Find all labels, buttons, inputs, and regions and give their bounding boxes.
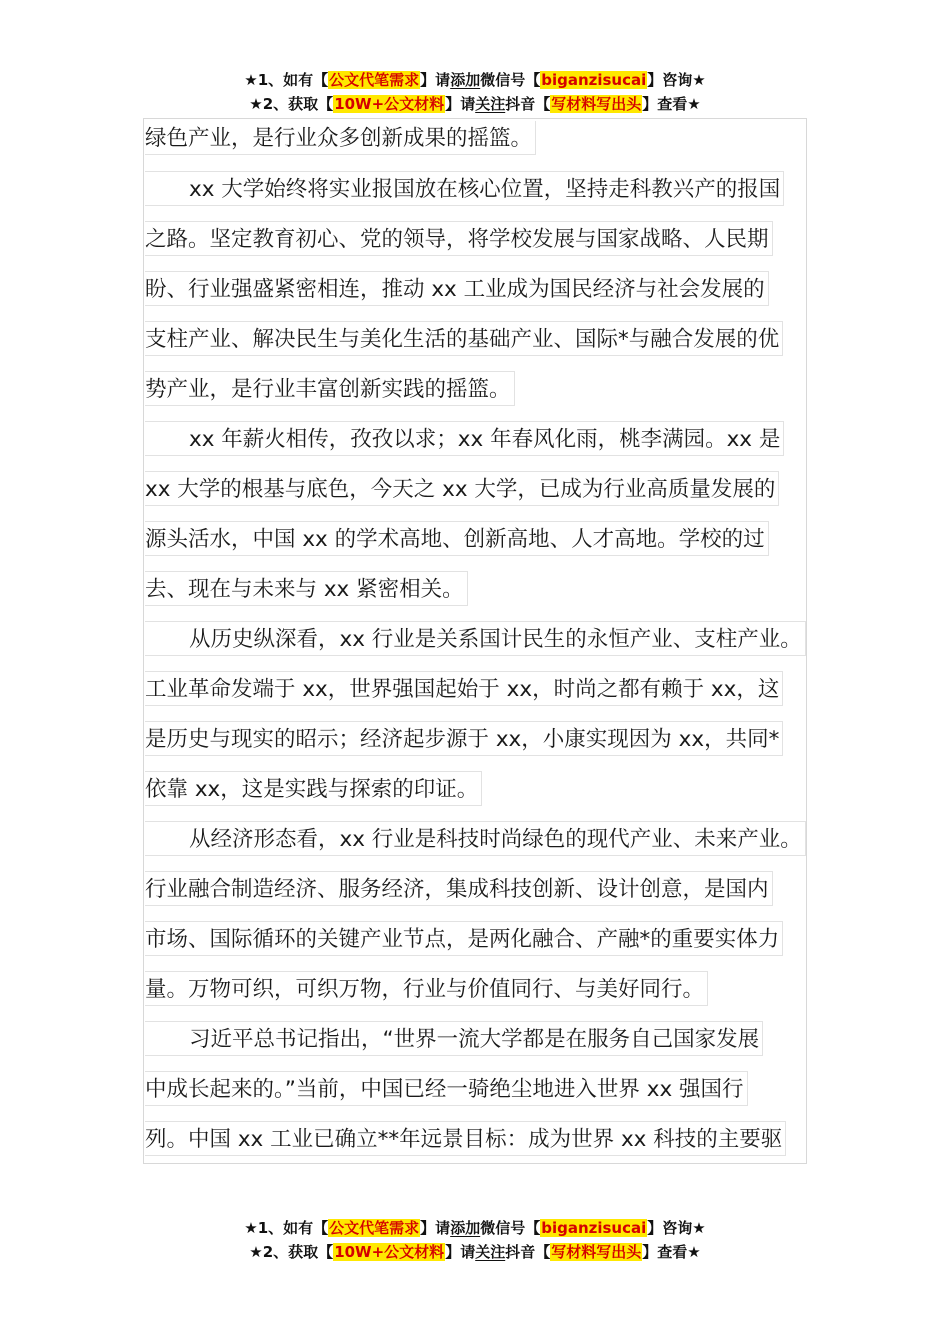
line-text: xx 年薪火相传，孜孜以求；xx 年春风化雨，桃李满园。xx 是	[145, 421, 784, 456]
text-line	[145, 671, 825, 721]
banner-text: 】咨询★	[647, 1219, 706, 1237]
highlight-douyin-id: 写材料写出头	[551, 95, 642, 113]
banner-line-1	[0, 1216, 950, 1240]
banner-text: ★2、获取【	[249, 95, 334, 113]
banner-text: 】查看★	[642, 1243, 701, 1261]
text-line	[145, 371, 825, 421]
banner-text: ★1、如有【	[244, 71, 329, 89]
line-text: 依靠 xx，这是实践与探索的印证。	[145, 771, 482, 806]
line-text: 是历史与现实的昭示；经济起步源于 xx，小康实现因为 xx，共同*	[145, 721, 783, 756]
line-text: xx 大学始终将实业报国放在核心位置，坚持走科教兴产的报国	[145, 171, 784, 206]
text-line	[145, 871, 825, 921]
line-text: 从经济形态看，xx 行业是科技时尚绿色的现代产业、未来产业。	[145, 821, 806, 856]
line-text: 列。中国 xx 工业已确立**年远景目标：成为世界 xx 科技的主要驱	[145, 1121, 786, 1156]
header-banner	[0, 68, 950, 116]
banner-text: ★2、获取【	[249, 1243, 334, 1261]
document-body	[145, 121, 825, 1171]
line-text: 中成长起来的。”当前，中国已经一骑绝尘地进入世界 xx 强国行	[145, 1071, 748, 1106]
highlight-service: 公文代笔需求	[329, 71, 420, 89]
line-text: 盼、行业强盛紧密相连，推动 xx 工业成为国民经济与社会发展的	[145, 271, 769, 306]
banner-underline: 关注	[475, 1243, 506, 1261]
text-line	[145, 521, 825, 571]
banner-underline: 添加	[450, 1219, 481, 1237]
banner-text: 抖音【	[505, 95, 551, 113]
text-line	[145, 771, 825, 821]
text-line	[145, 721, 825, 771]
line-text: 量。万物可织，可织万物，行业与价值同行、与美好同行。	[145, 971, 708, 1006]
text-line	[145, 321, 825, 371]
line-text: 支柱产业、解决民生与美化生活的基础产业、国际*与融合发展的优	[145, 321, 783, 356]
highlight-materials: 10W+公文材料	[334, 95, 445, 113]
text-line	[145, 821, 825, 871]
banner-text: ★1、如有【	[244, 1219, 329, 1237]
banner-text: 】查看★	[642, 95, 701, 113]
text-line	[145, 1071, 825, 1121]
text-line	[145, 271, 825, 321]
line-text: 之路。坚定教育初心、党的领导，将学校发展与国家战略、人民期	[145, 221, 773, 256]
line-text: 工业革命发端于 xx，世界强国起始于 xx，时尚之都有赖于 xx，这	[145, 671, 783, 706]
banner-text: 】请	[445, 1243, 476, 1261]
highlight-materials: 10W+公文材料	[334, 1243, 445, 1261]
line-text: 从历史纵深看，xx 行业是关系国计民生的永恒产业、支柱产业。	[145, 621, 806, 656]
highlight-wechat-id: biganzisucai	[541, 1219, 647, 1237]
line-text: 习近平总书记指出，“世界一流大学都是在服务自己国家发展	[145, 1021, 763, 1056]
banner-text: 抖音【	[505, 1243, 551, 1261]
banner-text: 】请	[420, 1219, 451, 1237]
line-text: 行业融合制造经济、服务经济，集成科技创新、设计创意，是国内	[145, 871, 773, 906]
text-line	[145, 571, 825, 621]
text-line	[145, 171, 825, 221]
text-line	[145, 121, 825, 171]
line-text: 势产业，是行业丰富创新实践的摇篮。	[145, 371, 515, 406]
banner-line-2	[0, 92, 950, 116]
banner-text: 微信号【	[480, 71, 541, 89]
line-text: 市场、国际循环的关键产业节点，是两化融合、产融*的重要实体力	[145, 921, 783, 956]
banner-line-1	[0, 68, 950, 92]
highlight-wechat-id: biganzisucai	[541, 71, 647, 89]
footer-banner	[0, 1216, 950, 1264]
text-line	[145, 471, 825, 521]
highlight-douyin-id: 写材料写出头	[551, 1243, 642, 1261]
banner-text: 微信号【	[480, 1219, 541, 1237]
line-text: xx 大学的根基与底色，今天之 xx 大学，已成为行业高质量发展的	[145, 471, 779, 506]
text-line	[145, 421, 825, 471]
text-line	[145, 1021, 825, 1071]
text-line	[145, 621, 825, 671]
banner-text: 】请	[445, 95, 476, 113]
banner-underline: 关注	[475, 95, 506, 113]
banner-line-2	[0, 1240, 950, 1264]
banner-text: 】请	[420, 71, 451, 89]
text-line	[145, 221, 825, 271]
text-line	[145, 1121, 825, 1171]
banner-text: 】咨询★	[647, 71, 706, 89]
highlight-service: 公文代笔需求	[329, 1219, 420, 1237]
text-line	[145, 921, 825, 971]
line-text: 去、现在与未来与 xx 紧密相关。	[145, 571, 468, 606]
text-line	[145, 971, 825, 1021]
banner-underline: 添加	[450, 71, 481, 89]
line-text: 源头活水，中国 xx 的学术高地、创新高地、人才高地。学校的过	[145, 521, 769, 556]
line-text: 绿色产业，是行业众多创新成果的摇篮。	[145, 121, 536, 155]
